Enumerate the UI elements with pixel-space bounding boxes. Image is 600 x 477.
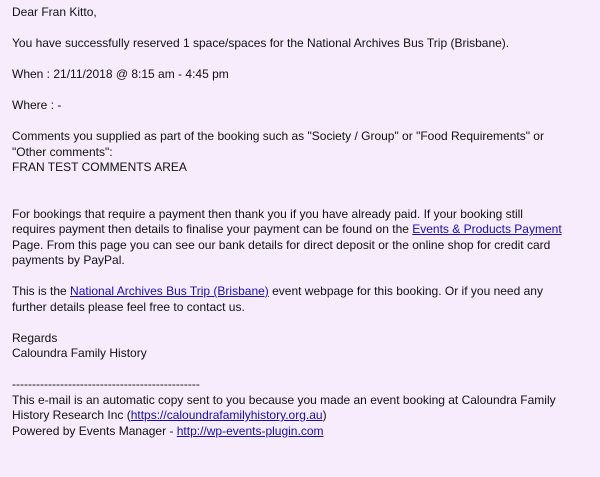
event-page-line-1 — [12, 284, 588, 300]
footer-line-2-prefix: History Research Inc ( — [12, 408, 131, 422]
payment-line-4: payments by PayPal. — [12, 253, 125, 267]
event-page-prefix: This is the — [12, 284, 71, 298]
event-page-link[interactable]: National Archives Bus Trip (Brisbane) — [70, 284, 269, 298]
footer-line-2-suffix: ) — [322, 408, 327, 422]
payment-page-link[interactable]: Events & Products Payment — [412, 222, 562, 236]
comments-intro-line-2: "Other comments": — [12, 144, 113, 159]
powered-by-text: Powered by Events Manager - — [12, 423, 177, 438]
payment-line-2-text: requires payment then details to finalise your payment can be found on the — [12, 222, 413, 236]
event-when: When : 21/11/2018 @ 8:15 am - 4:45 pm — [12, 67, 229, 81]
divider-line: ----------------------------------------------- — [12, 377, 200, 391]
comments-intro-line-1: Comments you supplied as part of the booking such as "Society / Group" or "Food Requirements" or — [12, 129, 544, 143]
plugin-link[interactable]: http://wp-events-plugin.com — [176, 423, 324, 438]
footer-line-1: This e-mail is an automatic copy sent to you because you made an event booking at Caloundra Family — [12, 392, 556, 407]
signature: Caloundra Family History — [12, 346, 147, 360]
payment-line-1: For bookings that require a payment then thank you if you have already paid. If your booking still — [12, 206, 523, 221]
payment-line-3: Page. From this page you can see our bank details for direct deposit or the online shop for credit card — [12, 237, 551, 252]
confirmation-text: You have successfully reserved 1 space/spaces for the National Archives Bus Trip (Brisbane). — [12, 36, 510, 50]
event-page-suffix: event webpage for this booking. Or if you need any — [268, 284, 543, 298]
website-link[interactable]: https://caloundrafamilyhistory.org.au — [130, 408, 323, 422]
footer-line-3 — [12, 424, 588, 440]
comments-value: FRAN TEST COMMENTS AREA — [12, 160, 187, 174]
footer-line-2 — [12, 408, 588, 424]
event-page-line-2: further details please feel free to contact us. — [12, 299, 245, 314]
regards: Regards — [12, 330, 58, 345]
event-where: Where : - — [12, 98, 62, 112]
greeting: Dear Fran Kitto, — [12, 5, 97, 19]
payment-line-2 — [12, 222, 588, 238]
